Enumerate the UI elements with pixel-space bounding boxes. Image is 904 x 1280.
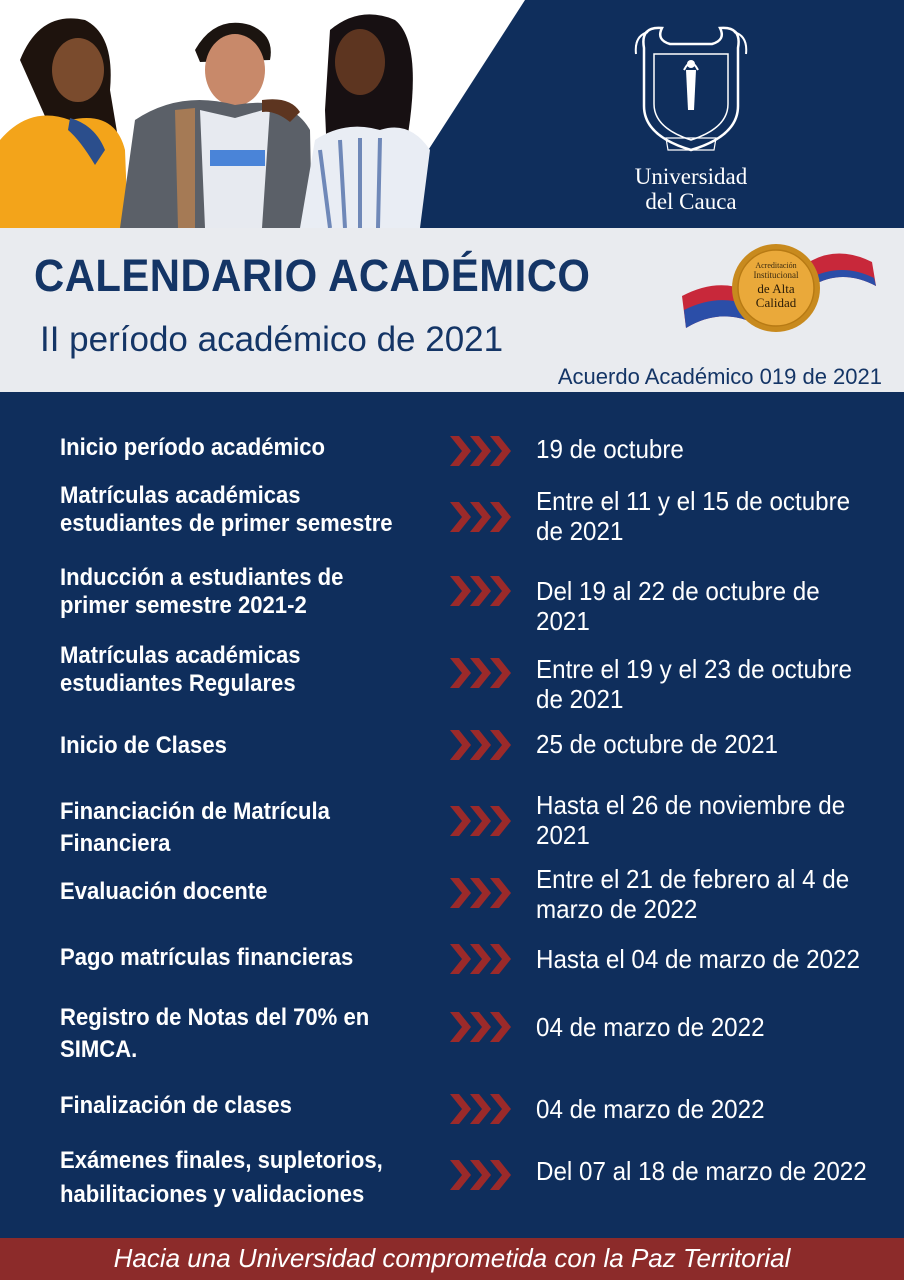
- schedule-label: Matrículas académicas estudiantes Regulares: [60, 642, 301, 697]
- triple-chevron-arrow-icon: [450, 1092, 512, 1126]
- page-subtitle: II período académico de 2021: [40, 320, 504, 359]
- triple-chevron-arrow-icon: [450, 574, 512, 608]
- schedule-value: 25 de octubre de 2021: [536, 729, 779, 759]
- triple-chevron-arrow-icon: [450, 942, 512, 976]
- schedule-label: Finalización de clases: [60, 1092, 292, 1119]
- hero-banner: [0, 0, 904, 228]
- university-name-line2: del Cauca: [645, 189, 737, 214]
- schedule-list: [0, 392, 904, 1238]
- schedule-label: Registro de Notas del 70% en SIMCA.: [60, 1004, 370, 1063]
- seal-text-line1: Acreditación: [755, 261, 797, 270]
- schedule-value: Hasta el 04 de marzo de 2022: [536, 944, 860, 974]
- agreement-note: Acuerdo Académico 019 de 2021: [557, 364, 882, 389]
- schedule-value: Entre el 21 de febrero al 4 de marzo de 2022: [536, 864, 850, 924]
- footer-slogan: Hacia una Universidad comprometida con la Paz Territorial: [113, 1243, 791, 1273]
- triple-chevron-arrow-icon: [450, 434, 512, 468]
- schedule-label: Evaluación docente: [60, 878, 268, 905]
- schedule-label: Financiación de Matrícula Financiera: [60, 798, 330, 857]
- schedule-label: Inicio período académico: [60, 434, 326, 461]
- schedule-label: Pago matrículas financieras: [60, 944, 354, 971]
- triple-chevron-arrow-icon: [450, 876, 512, 910]
- triple-chevron-arrow-icon: [450, 1010, 512, 1044]
- schedule-value: 19 de octubre: [536, 434, 684, 464]
- schedule-label: Matrículas académicas estudiantes de primer semestre: [60, 482, 393, 537]
- schedule-value: Del 07 al 18 de marzo de 2022: [536, 1156, 867, 1186]
- triple-chevron-arrow-icon: [450, 728, 512, 762]
- seal-text-line2: Institucional: [753, 270, 799, 280]
- quality-seal-icon: [676, 238, 880, 338]
- schedule-value: Del 19 al 22 de octubre de 2021: [536, 576, 820, 636]
- schedule-value: Entre el 19 y el 23 de octubre de 2021: [536, 654, 852, 714]
- triple-chevron-arrow-icon: [450, 656, 512, 690]
- triple-chevron-arrow-icon: [450, 500, 512, 534]
- schedule-value: Entre el 11 y el 15 de octubre de 2021: [536, 486, 851, 546]
- schedule-label: Inicio de Clases: [60, 732, 227, 759]
- university-crest-icon: [626, 18, 756, 163]
- schedule-label: Exámenes finales, supletorios, habilitaciones y validaciones: [60, 1147, 383, 1208]
- page-title: CALENDARIO ACADÉMICO: [34, 250, 591, 301]
- triple-chevron-arrow-icon: [450, 804, 512, 838]
- university-name: [596, 164, 786, 214]
- university-name-line1: Universidad: [634, 164, 748, 189]
- schedule-value: 04 de marzo de 2022: [536, 1012, 765, 1042]
- seal-text-line4: Calidad: [755, 295, 797, 310]
- schedule-label: Inducción a estudiantes de primer semestre 2021-2: [60, 564, 344, 619]
- triple-chevron-arrow-icon: [450, 1158, 512, 1192]
- schedule-value: 04 de marzo de 2022: [536, 1094, 765, 1124]
- schedule-value: Hasta el 26 de noviembre de 2021: [536, 790, 846, 850]
- seal-text-line3: de Alta: [757, 281, 795, 296]
